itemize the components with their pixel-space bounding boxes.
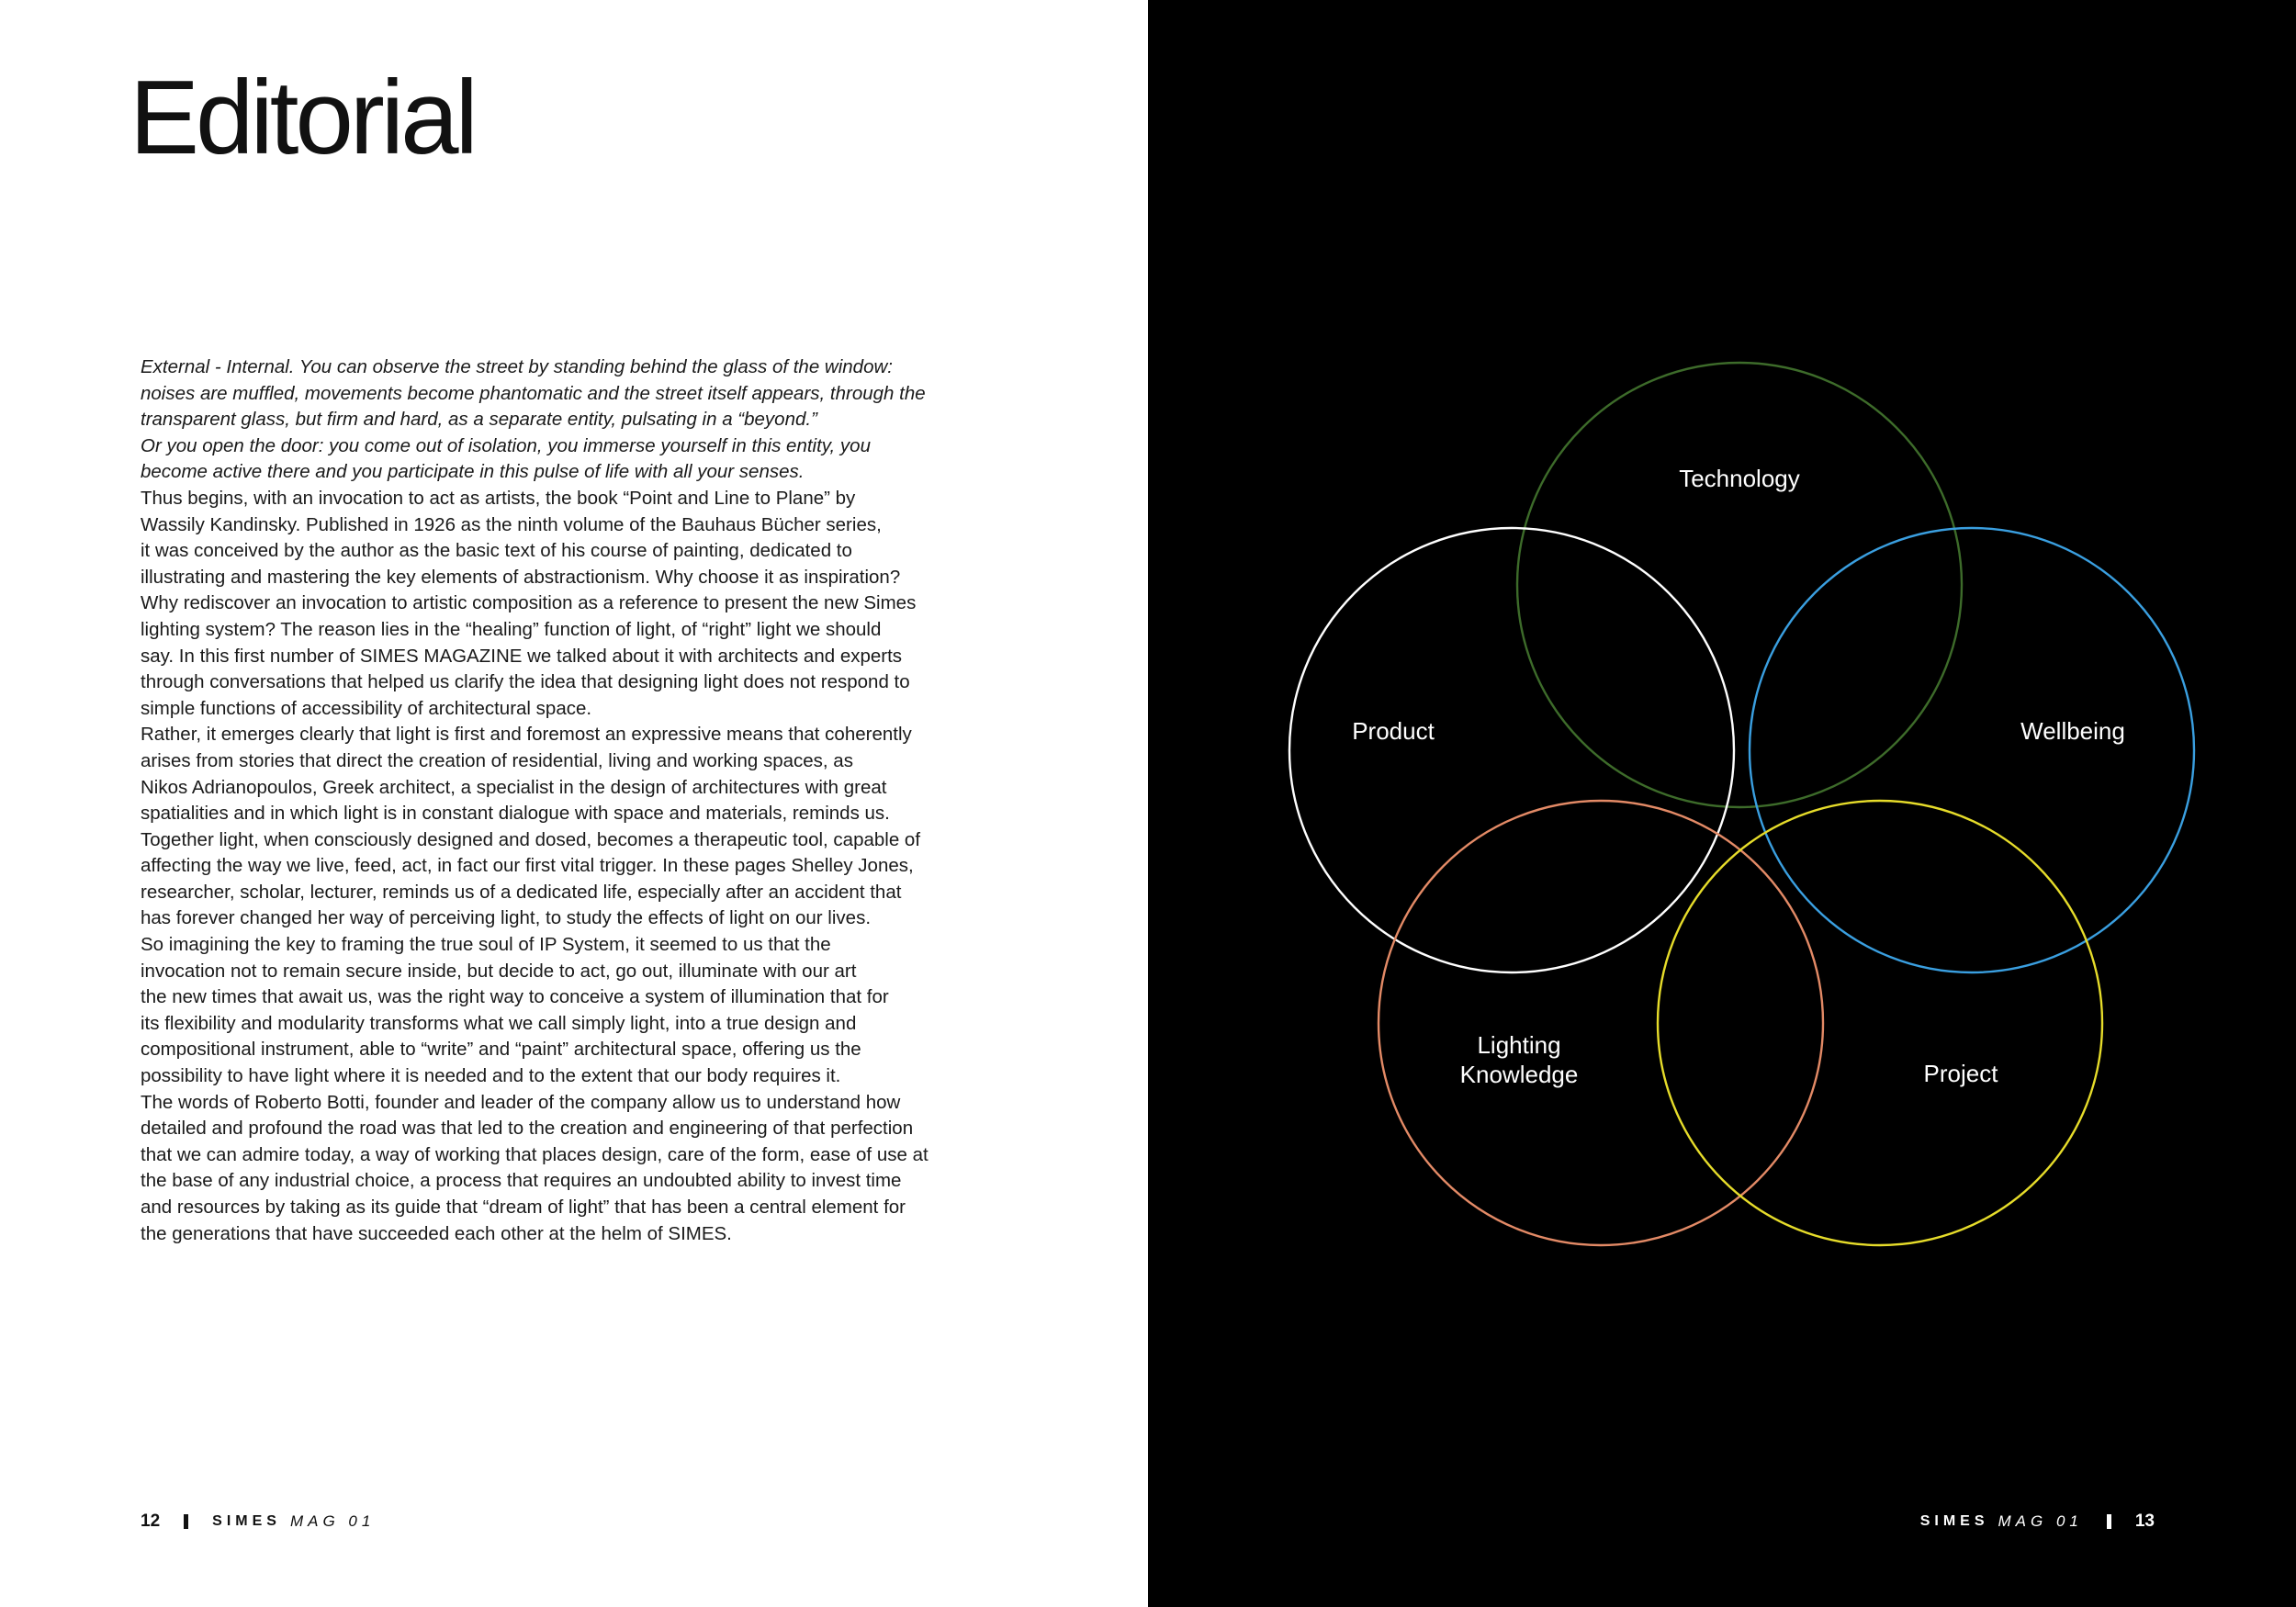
text-line: Nikos Adrianopoulos, Greek architect, a specialist in the design of architectures with great (141, 776, 887, 798)
circle-technology (1517, 363, 1962, 807)
text-line: So imagining the key to framing the true soul of IP System, it seemed to us that the (141, 934, 831, 956)
circle-product (1289, 528, 1734, 972)
text-line: the generations that have succeeded each other at the helm of SIMES. (141, 1222, 732, 1244)
text-line: spatialities and in which light is in constant dialogue with space and materials, reminds us. (141, 803, 890, 825)
text-line: affecting the way we live, feed, act, in fact our first vital trigger. In these pages Shelley Jones, (141, 855, 914, 877)
text-line: lighting system? The reason lies in the “healing” function of light, of “right” light we should (141, 618, 882, 640)
circle-label-line: Project (1923, 1060, 1998, 1087)
text-line: illustrating and mastering the key elements of abstractionism. Why choose it as inspiration? (141, 566, 901, 588)
footer-separator (184, 1514, 188, 1529)
text-line: Wassily Kandinsky. Published in 1926 as the ninth volume of the Bauhaus Bücher series, (141, 513, 882, 535)
text-line: simple functions of accessibility of architectural space. (141, 697, 592, 719)
footer-separator (2107, 1514, 2111, 1529)
text-line: its flexibility and modularity transforms what we call simply light, into a true design and (141, 1012, 857, 1034)
text-line: say. In this first number of SIMES MAGAZINE we talked about it with architects and experts (141, 645, 903, 667)
right-page (1148, 0, 2296, 1607)
text-line: it was conceived by the author as the basic text of his course of painting, dedicated to (141, 540, 852, 562)
circle-label-line: Technology (1679, 465, 1800, 492)
footer-issue: MAG 01 (1998, 1512, 2083, 1530)
text-line: Thus begins, with an invocation to act as artists, the book “Point and Line to Plane” by (141, 487, 856, 509)
circle-label-line: Wellbeing (2020, 717, 2125, 745)
circle-lighting-knowledge (1379, 801, 1823, 1245)
footer-right (1920, 1510, 2155, 1534)
page-number: 13 (2134, 1511, 2155, 1531)
page-title: Editorial (129, 60, 475, 176)
text-line: Or you open the door: you come out of isolation, you immerse yourself in this entity, you (141, 434, 871, 456)
circle-label-line: Product (1352, 717, 1435, 745)
text-line: possibility to have light where it is needed and to the extent that our body requires it. (141, 1065, 841, 1087)
text-line: noises are muffled, movements become phantomatic and the street itself appears, through the (141, 382, 926, 404)
circle-label-line: Lighting (1477, 1031, 1561, 1059)
text-line: The words of Roberto Botti, founder and leader of the company allow us to understand how (141, 1091, 901, 1113)
diagram-circles (1289, 363, 2194, 1245)
circle-label-line: Knowledge (1459, 1061, 1579, 1088)
text-line: the new times that await us, was the right way to conceive a system of illumination that for (141, 986, 889, 1008)
text-line: compositional instrument, able to “write” and “paint” architectural space, offering us the (141, 1039, 861, 1061)
circle-label (1924, 1060, 1999, 1087)
text-line: External - Internal. You can observe the street by standing behind the glass of the window: (141, 356, 893, 377)
text-line: Why rediscover an invocation to artistic composition as a reference to present the new Simes (141, 592, 917, 614)
text-line: Together light, when consciously designed and dosed, becomes a therapeutic tool, capable of (141, 828, 921, 850)
text-line: and resources by taking as its guide that “dream of light” that has been a central element for (141, 1197, 906, 1218)
circle-label (1352, 717, 1435, 745)
circle-label (1679, 465, 1800, 492)
page-number: 12 (141, 1511, 161, 1531)
circle-wellbeing (1750, 528, 2194, 972)
venn-diagram (1148, 0, 2296, 1607)
text-line: the base of any industrial choice, a process that requires an undoubted ability to invest time (141, 1170, 902, 1192)
circle-label (2020, 717, 2125, 745)
text-line: become active there and you participate in this pulse of life with all your senses. (141, 461, 805, 483)
footer-brand: SIMES (212, 1513, 281, 1529)
circle-project (1658, 801, 2102, 1245)
text-line: through conversations that helped us clarify the idea that designing light does not respond to (141, 671, 910, 693)
footer-issue: MAG 01 (289, 1512, 376, 1530)
circle-label (1460, 1031, 1579, 1088)
text-line: Rather, it emerges clearly that light is first and foremost an expressive means that coherently (141, 724, 912, 746)
text-line: researcher, scholar, lecturer, reminds us of a dedicated life, especially after an accident that (141, 881, 902, 903)
text-line: detailed and profound the road was that led to the creation and engineering of that perfection (141, 1118, 914, 1140)
text-line: arises from stories that direct the creation of residential, living and working spaces, as (141, 749, 853, 771)
text-line: that we can admire today, a way of working that places design, care of the form, ease of use at (141, 1143, 929, 1165)
diagram-labels (1352, 465, 2125, 1088)
footer-brand: SIMES (1919, 1513, 1989, 1529)
footer-left (141, 1510, 375, 1534)
text-line: invocation not to remain secure inside, but decide to act, go out, illuminate with our art (141, 960, 857, 982)
editorial-body-text (141, 354, 999, 1247)
text-line: has forever changed her way of perceiving light, to study the effects of light on our lives. (141, 907, 872, 929)
text-line: transparent glass, but firm and hard, as a separate entity, pulsating in a “beyond.” (141, 409, 817, 431)
